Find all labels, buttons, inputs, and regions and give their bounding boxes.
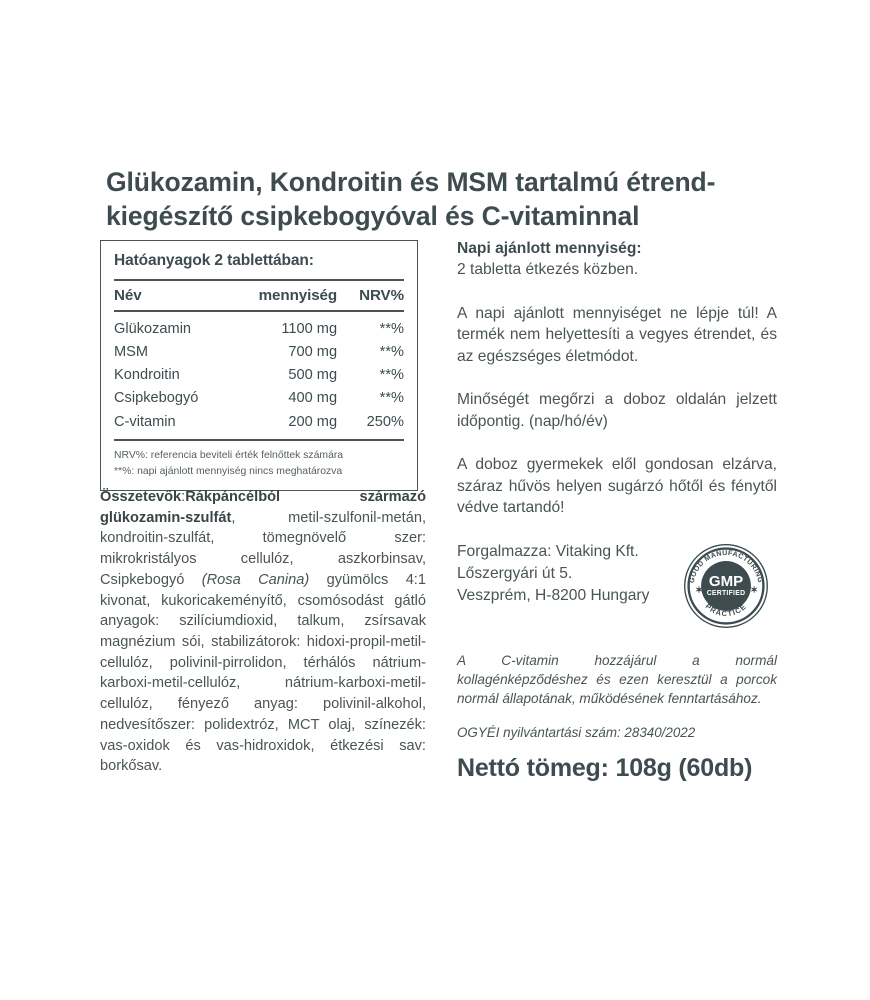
distributor-line-1: Forgalmazza: Vitaking Kft. xyxy=(457,542,639,560)
ingredients-colon: : xyxy=(181,489,186,505)
svg-text:✶: ✶ xyxy=(695,584,703,596)
table-row xyxy=(114,340,404,363)
ingredients-paragraph xyxy=(100,487,426,777)
facts-panel-heading: Hatóanyagok 2 tablettában: xyxy=(114,252,314,269)
facts-cell-amount: 200 mg xyxy=(288,413,338,430)
facts-table xyxy=(114,281,404,310)
warning-block xyxy=(457,303,777,368)
facts-cell-name: Csipkebogyó xyxy=(114,390,199,407)
facts-cell-amount: 700 mg xyxy=(288,344,338,361)
gmp-arc-top-text: GOOD MANUFACTURING xyxy=(688,549,764,584)
ingredients-rest-a: , metil-szulfonil-metán, kondroitin-szulfát, tömegnövelő szer: mikrokristályos cellulóz, aszkorbinsav, Csipkebogyó xyxy=(100,509,426,588)
product-title: Glükozamin, Kondroitin és MSM tartalmú étrend-kiegészítő csipkebogyóval és C-vitaminnal xyxy=(106,167,716,231)
ingredients-label: Összetevők xyxy=(100,489,182,505)
health-claim-text: A C-vitamin hozzájárul a normál kollagénképződéshez és ezen keresztül a porcok normál állapotának, működésének fenntartásához. xyxy=(457,652,777,707)
distributor-line-3: Veszprém, H-8200 Hungary xyxy=(457,586,650,604)
facts-cell-name: C-vitamin xyxy=(114,413,176,430)
facts-cell-nrv: **% xyxy=(379,390,404,407)
registration-number: OGYÉI nyilvántartási szám: 28340/2022 xyxy=(457,724,696,740)
storage-block xyxy=(457,454,777,519)
facts-col-header-nrv: NRV% xyxy=(359,287,404,305)
dosage-text: 2 tabletta étkezés közben. xyxy=(457,261,639,279)
ingredients-latin-name: (Rosa Canina) xyxy=(201,571,310,588)
ingredients-rest-b: gyümölcs 4:1 kivonat, kukoricakeményítő, csomósodást gátló anyagok: szilíciumdioxid, talkum, zsírsavak magnézium sói, stabilizátorok: hidoxi-propil-metil-cellulóz, polivinil-pirrolidon, térhálós nátrium-karboxi-metil-cellulóz, nátrium-karboxi-metil-cellulóz, fényező anyag: polivinil-alkohol, nedvesítőszer: polidextróz, MCT olaj, színezék: vas-oxidok és vas-hidroxidok, étkezési sav: borkősav. xyxy=(100,571,426,775)
net-weight: Nettó tömeg: 108g (60db) xyxy=(457,753,753,782)
facts-col-header-name: Név xyxy=(114,287,142,305)
warning-text: A napi ajánlott mennyiséget ne lépje túl! A termék nem helyettesíti a vegyes étrendet, és az egészséges életmódot. xyxy=(457,304,777,365)
storage-text: A doboz gyermekek elől gondosan elzárva, száraz hűvös helyen sugárzó hőtől és fénytől védve tartandó! xyxy=(457,456,777,517)
facts-col-header-amount: mennyiség xyxy=(258,287,338,305)
left-column xyxy=(100,240,425,491)
facts-footnotes xyxy=(114,441,404,480)
gmp-center-sub: CERTIFIED xyxy=(706,589,746,597)
facts-cell-name: MSM xyxy=(114,344,149,361)
table-row xyxy=(114,387,404,410)
expiry-block xyxy=(457,389,777,432)
gmp-certified-badge-icon xyxy=(683,543,769,629)
right-column xyxy=(457,238,777,783)
facts-cell-name: Glükozamin xyxy=(114,320,192,337)
facts-cell-amount: 1100 mg xyxy=(281,320,338,337)
facts-cell-amount: 500 mg xyxy=(288,367,338,384)
facts-table-body xyxy=(114,317,404,433)
facts-cell-nrv: 250% xyxy=(366,413,404,430)
gmp-center-main: GMP xyxy=(708,572,744,590)
table-row xyxy=(114,364,404,387)
table-row xyxy=(114,410,404,433)
facts-header-row xyxy=(114,281,404,310)
facts-cell-nrv: **% xyxy=(379,320,404,337)
facts-table-head xyxy=(114,281,404,310)
distributor-block xyxy=(457,541,777,629)
dosage-block xyxy=(457,238,777,281)
facts-cell-nrv: **% xyxy=(379,367,404,384)
facts-cell-name: Kondroitin xyxy=(114,367,180,384)
facts-table-body-wrap xyxy=(114,317,404,433)
svg-text:✶: ✶ xyxy=(750,584,759,596)
table-row xyxy=(114,317,404,340)
dosage-heading: Napi ajánlott mennyiség: xyxy=(457,240,642,257)
expiry-text: Minőségét megőrzi a doboz oldalán jelzett időpontig. (nap/hó/év) xyxy=(457,391,777,430)
supplement-facts-panel xyxy=(100,240,418,491)
footnote-nrv: NRV%: referencia beviteli érték felnőttek számára xyxy=(114,450,344,462)
footnote-asterisk: **%: napi ajánlott mennyiség nincs meghatározva xyxy=(114,466,343,478)
facts-cell-nrv: **% xyxy=(379,344,404,361)
gmp-arc-bottom-text: PRACTICE xyxy=(703,601,749,618)
distributor-line-2: Lőszergyári út 5. xyxy=(457,564,573,582)
ingredients-bold-part: Rákpáncélból származó glükozamin-szulfát xyxy=(100,489,426,526)
facts-cell-amount: 400 mg xyxy=(288,390,338,407)
